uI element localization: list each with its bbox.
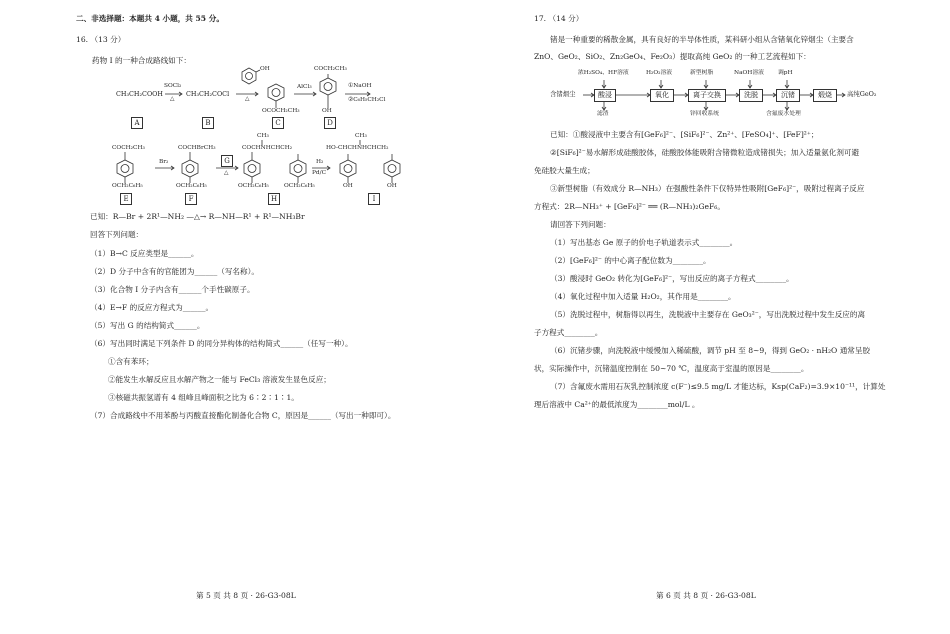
right-page-footer: 第 6 页 共 8 页 · 26-G3-08L <box>656 591 756 600</box>
label-h: H <box>268 193 280 205</box>
step-calcination: 煅烧 <box>813 89 837 102</box>
q16-part-6-cond-2: ②能发生水解反应且水解产物之一能与 FeCl₃ 溶液发生显色反应； <box>108 375 331 384</box>
q17-part-6-cont: 状，实际操作中，沉锗温度控制在 50~70 ℃，温度高于室温的原因是________。 <box>534 364 809 373</box>
compound-h-bottom-left: OCH₂C₆H₅ <box>238 183 269 189</box>
q16-part-6-cond-3: ③核磁共振氢谱有 4 组峰且峰面积之比为 6∶2∶1∶1。 <box>108 393 299 402</box>
flow-end: 高纯GeO₂ <box>847 90 877 98</box>
known-2-cont: 免硅胶大量生成； <box>534 166 595 175</box>
compound-h-chain: COCHNHCHCH₂ <box>242 145 293 151</box>
label-e: E <box>120 193 132 205</box>
label-d: D <box>324 117 336 129</box>
q16-part-5: （5）写出 G 的结构简式______。 <box>90 321 205 330</box>
q17-part-4: （4）氧化过程中加入适量 H₂O₂，其作用是________。 <box>550 292 736 301</box>
compound-e-top: COCH₂CH₃ <box>112 145 145 151</box>
socl2-reagent: SOCl₂ <box>164 83 182 89</box>
q16-part-2: （2）D 分子中含有的官能团为______（写名称）。 <box>90 267 260 276</box>
reagent-acid-hf: 浓H₂SO₄、HF溶液 <box>578 70 629 76</box>
alcl3-reagent: AlCl₃ <box>297 84 312 90</box>
known-reaction: 已知：R—Br + 2R¹—NH₂ —△→ R—NH—R¹ + R¹—NH₃Br <box>90 212 305 221</box>
q16-part-6-cond-1: ①含有苯环； <box>108 357 154 366</box>
reagent-naoh: NaOH溶液 <box>734 70 764 76</box>
compound-i-chain: HO-CHCHNHCHCH₂ <box>326 145 389 151</box>
compound-a-formula: CH₃CH₂COOH <box>116 90 163 98</box>
compound-b-formula: CH₃CH₂COCl <box>186 90 230 98</box>
left-page-footer: 第 5 页 共 8 页 · 26-G3-08L <box>196 591 296 600</box>
known-2: ②[SiF₆]²⁻易水解形成硅酸胶体，硅酸胶体能吸附含锗微粒造成锗损失；加入适量氨化剂可避 <box>550 148 860 157</box>
section-title: 二、非选择题：本题共 4 小题，共 55 分。 <box>76 14 224 23</box>
answer-prompt: 回答下列问题： <box>90 230 144 239</box>
q17-part-2: （2）[GeF₆]²⁻ 的中心离子配位数为________。 <box>550 256 711 265</box>
h2-reagent: H₂ <box>316 159 324 165</box>
q16-part-7: （7）合成路线中不用苯酚与丙酸直接酯化制备化合物 C，原因是______（写出一种即可）。 <box>90 411 396 420</box>
known-3: ③新型树脂（有效成分 R—NH₃）在强酸性条件下仅特异性吸附[GeF₆]²⁻，吸附过程离子反应 <box>550 184 865 193</box>
q17-part-6: （6）沉锗步骤，向洗脱液中缓慢加入稀硫酸，调节 pH 至 8~9，得到 GeO₂ · nH₂O 通常呈胶 <box>550 346 871 355</box>
step-acid-leach: 酸浸 <box>594 89 616 102</box>
br2-reagent: Br₂ <box>159 159 169 165</box>
q16-intro: 药物 I 的一种合成路线如下： <box>92 56 191 65</box>
compound-h-ch3: CH₃ <box>257 133 269 139</box>
naoh-step: ①NaOH <box>348 83 372 89</box>
step-ion-exchange: 离子交换 <box>688 89 726 102</box>
q16-part-3: （3）化合物 I 分子内含有______个手性碳原子。 <box>90 285 255 294</box>
compound-d-oh: OH <box>322 108 332 114</box>
heat-symbol-1: △ <box>170 96 175 102</box>
label-a: A <box>131 117 143 129</box>
reagent-h2o2: H₂O₂溶液 <box>646 70 673 76</box>
reagent-adjust-ph: 调pH <box>778 70 793 76</box>
q16-part-4: （4）E→F 的反应方程式为______。 <box>90 303 214 312</box>
compound-i-oh-1: OH <box>343 183 353 189</box>
q17-part-5-cont: 子方程式________。 <box>534 328 603 337</box>
label-i: I <box>368 193 380 205</box>
q17-paragraph-1: 锗是一种重要的稀散金属，具有良好的半导体性质，某科研小组从含锗氧化锌烟尘（主要含 <box>550 35 854 44</box>
compound-i-ch3: CH₃ <box>355 133 367 139</box>
compound-f-bottom: OCH₂C₆H₅ <box>176 183 207 189</box>
q17-part-7-cont: 理后溶液中 Ca²⁺的最低浓度为________mol/L 。 <box>534 400 700 409</box>
compound-d-top: COCH₂CH₃ <box>314 66 347 72</box>
step-oxidation: 氧化 <box>650 89 674 102</box>
step-elution: 洗脱 <box>739 89 763 102</box>
label-b: B <box>202 117 214 129</box>
phenol-oh: OH <box>260 66 270 72</box>
pdc-catalyst: Pd/C <box>312 170 326 176</box>
q16-part-6: （6）写出同时满足下列条件 D 的同分异构体的结构简式______（任写一种）。 <box>90 339 353 348</box>
heat-symbol-3: △ <box>224 170 229 176</box>
compound-c-substituent: OCOCH₂CH₃ <box>262 108 300 114</box>
heat-symbol-2: △ <box>245 96 250 102</box>
known-1: 已知：①酸浸液中主要含有[GeF₆]²⁻、[SiF₆]²⁻、Zn²⁺、[FeSO₄]⁺、[FeF]²⁺； <box>550 130 819 139</box>
output-zinc-recovery: 锌回收系统 <box>690 111 719 117</box>
known-3-cont: 方程式：2R—NH₃⁺ + [GeF₆]²⁻ ══ (R—NH₃)₂GeF₆。 <box>534 202 725 211</box>
output-fluoride-wastewater: 含氟废水处理 <box>766 111 801 117</box>
reagent-g-box: G <box>221 155 233 167</box>
q17-paragraph-2: ZnO、GeO₂、SiO₂、Zn₂GeO₄、Fe₂O₃）提取高纯 GeO₂ 的一种工艺流程如下： <box>534 52 811 61</box>
q17-part-3: （3）酸浸时 GeO₂ 转化为[GeF₆]²⁻，写出反应的离子方程式________。 <box>550 274 794 283</box>
output-residue: 滤渣 <box>597 111 609 117</box>
compound-h-bottom-right: OCH₂C₆H₅ <box>284 183 315 189</box>
compound-i-oh-2: OH <box>387 183 397 189</box>
q16-heading: 16. （13 分） <box>76 35 126 44</box>
q17-part-5: （5）洗脱过程中，树脂得以再生，洗脱液中主要存在 GeO₃²⁻，写出洗脱过程中发生反应的离 <box>550 310 866 319</box>
q17-heading: 17. （14 分） <box>534 14 584 23</box>
label-f: F <box>185 193 197 205</box>
compound-f-top: COCHBrCH₃ <box>178 145 216 151</box>
q17-part-7: （7）含氟废水需用石灰乳控制浓度 c(F⁻)≤9.5 mg/L 才能达标，Ksp(CaF₂)=3.9×10⁻¹¹，计算处 <box>550 382 886 391</box>
step-precipitation: 沉锗 <box>776 89 800 102</box>
q17-part-1: （1）写出基态 Ge 原子的价电子轨道表示式________。 <box>550 238 738 247</box>
q16-part-1: （1）B→C 反应类型是______。 <box>90 249 199 258</box>
compound-e-bottom: OCH₂C₆H₅ <box>112 183 143 189</box>
reagent-resin: 新型树脂 <box>690 70 714 76</box>
flow-start: 含锗烟尘 <box>550 90 576 98</box>
benzyl-chloride-step: ②C₆H₅CH₂Cl <box>348 97 386 103</box>
label-c: C <box>272 117 284 129</box>
q17-prompt: 请回答下列问题： <box>550 220 611 229</box>
